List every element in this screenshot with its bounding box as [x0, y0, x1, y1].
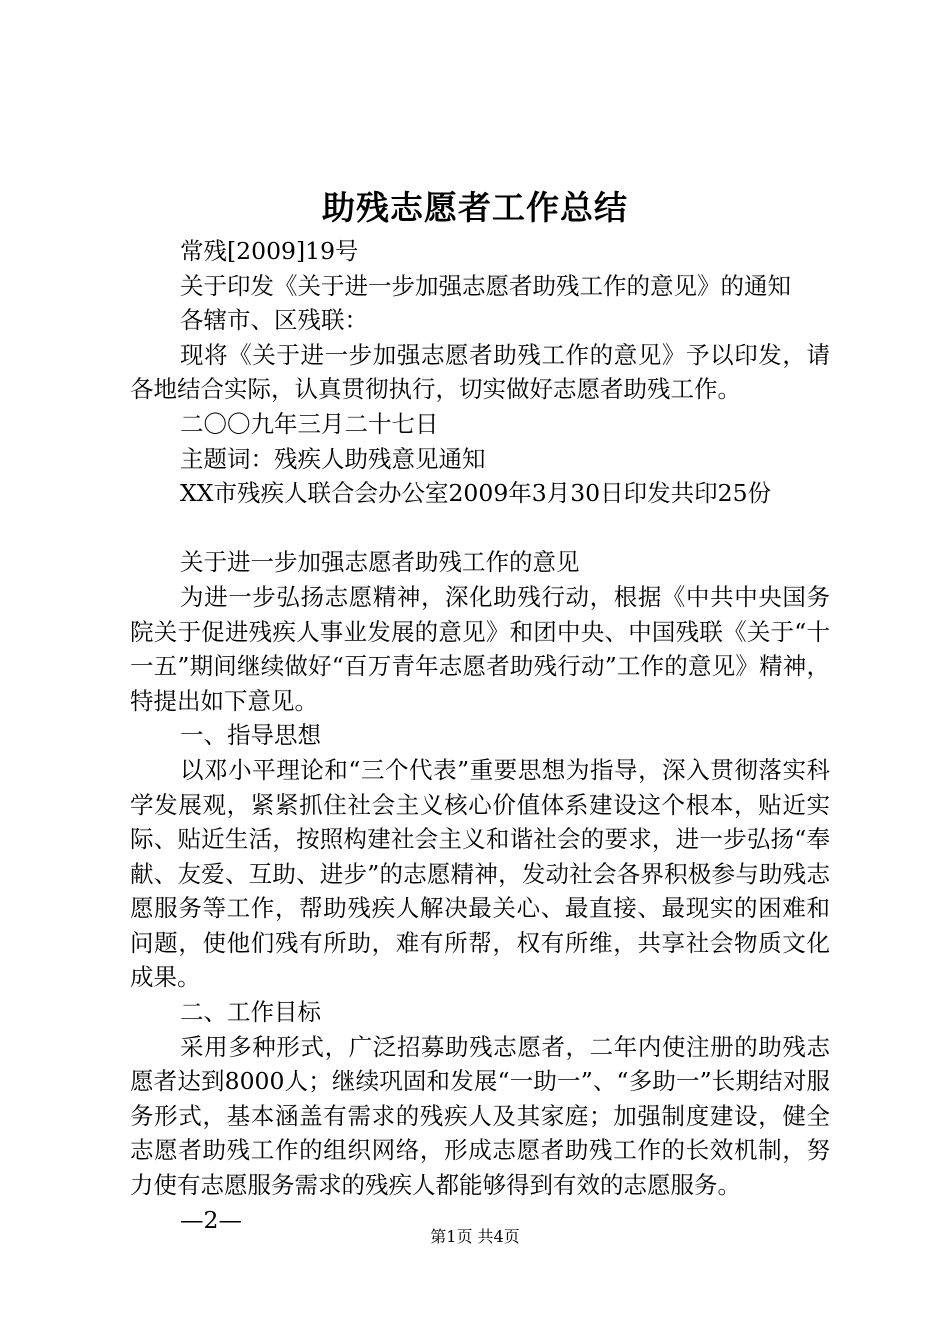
addressee: 各辖市、区残联：: [180, 306, 368, 335]
document-body: [130, 234, 830, 1237]
section1-paragraph: 以邓小平理论和“三个代表”重要思想为指导，深入贯彻落实科学发展观，紧紧抓住社会主义核心价值体系建设这个根本，贴近实际、贴近生活，按照构建社会主义和谐社会的要求，进一步弘扬“奉献、友爱、互助、进步”的志愿精神，发动社会各界积极参与助残志愿服务等工作，帮助残疾人解决最关心、最直接、最现实的困难和问题，使他们残有所助，难有所帮，权有所维，共享社会物质文化成果。: [130, 755, 830, 992]
section2-heading: 二、工作目标: [180, 998, 321, 1027]
notice-body: 现将《关于进一步加强志愿者助残工作的意见》予以印发，请各地结合实际，认真贯彻执行，切实做好志愿者助残工作。: [130, 340, 830, 404]
blank-line: [130, 511, 830, 546]
subject-words: 主题词：残疾人助残意见通知: [180, 444, 486, 473]
notice-number: 常残[2009]19号: [180, 237, 359, 265]
page-indicator: 第1页 共4页: [430, 1227, 520, 1246]
intro-paragraph: 为进一步弘扬志愿精神，深化助残行动，根据《中共中央国务院关于促进残疾人事业发展的意见》和团中央、中国残联《关于“十一五”期间继续做好“百万青年志愿者助残行动”工作的意见》精神，特提出如下意见。: [130, 582, 830, 715]
section2-paragraph: 采用多种形式，广泛招募助残志愿者，二年内使注册的助残志愿者达到8000人；继续巩固和发展“一助一”、“多助一”长期结对服务形式，基本涵盖有需求的残疾人及其家庭；加强制度建设，健全志愿者助残工作的组织网络，形成志愿者助残工作的长效机制，努力使有志愿服务需求的残疾人都能够得到有效的志愿服务。: [130, 1032, 830, 1200]
notice-title: 关于印发《关于进一步加强志愿者助残工作的意见》的通知: [180, 271, 791, 300]
opinion-title: 关于进一步加强志愿者助残工作的意见: [180, 548, 580, 577]
notice-date: 二〇〇九年三月二十七日: [180, 409, 439, 438]
document-title: 助残志愿者工作总结: [322, 188, 628, 227]
inner-page-mark: —2—: [180, 1205, 242, 1234]
issuer-line: XX市残疾人联合会办公室2009年3月30日印发共印25份: [180, 479, 772, 508]
section1-heading: 一、指导思想: [180, 721, 321, 750]
